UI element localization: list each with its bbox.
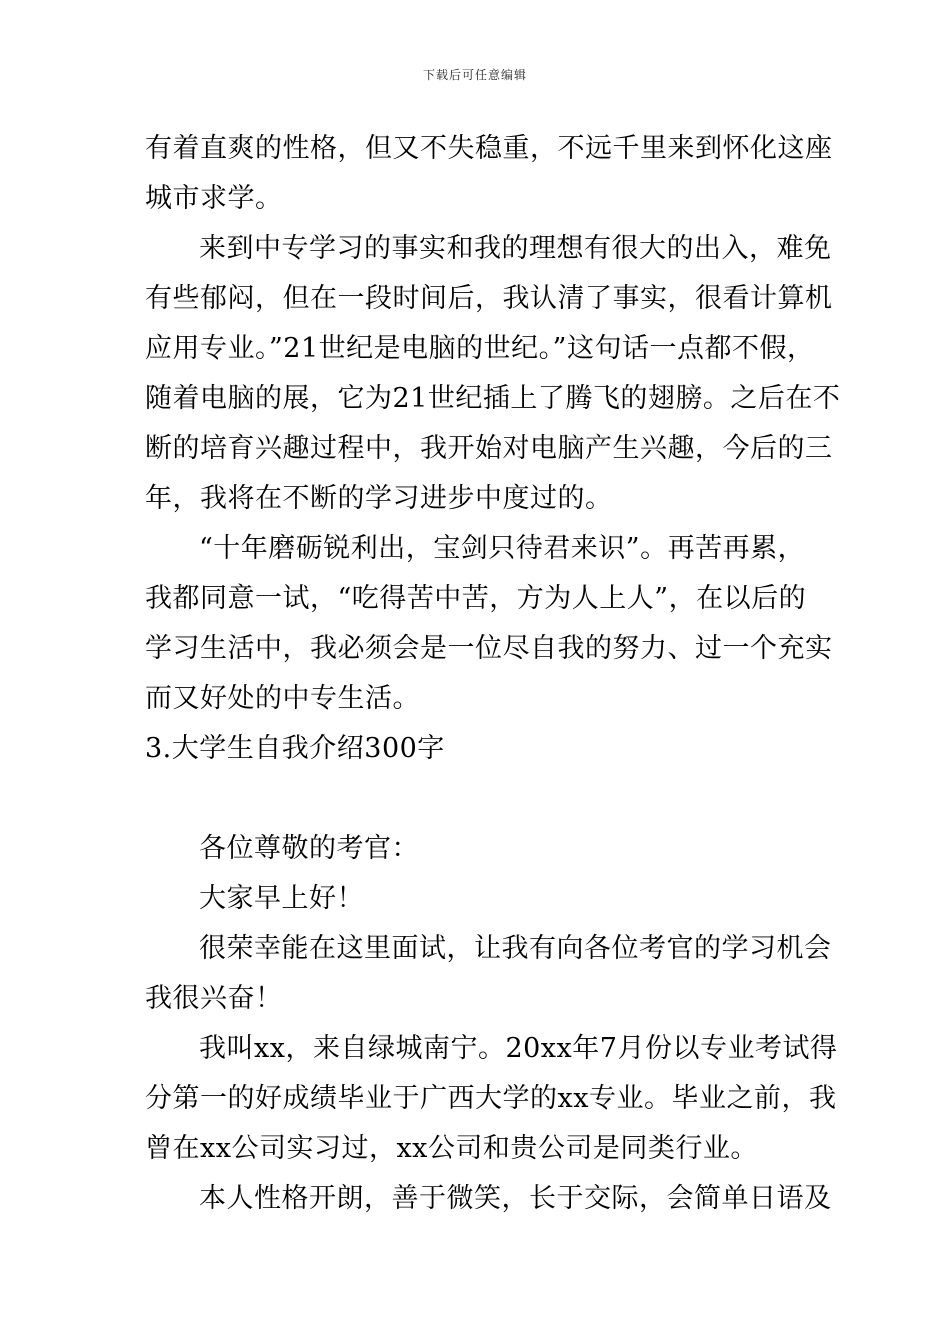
text-line: “十年磨砺锐利出，宝剑只待君来识”。再苦再累， <box>199 533 806 564</box>
text-line: 年，我将在不断的学习进步中度过的。 <box>145 483 613 514</box>
section-heading: 3.大学生自我介绍300字 <box>145 733 445 764</box>
spacer <box>145 774 815 824</box>
text-line: 城市求学。 <box>145 183 283 214</box>
text-line: 有些郁闷，但在一段时间后，我认清了事实，很看计算机 <box>145 283 833 314</box>
text-line: 本人性格开朗，善于微笑，长于交际，会简单日语及 <box>199 1183 832 1214</box>
paragraph-1 <box>145 124 833 224</box>
paragraph-5 <box>145 1024 838 1174</box>
text-line: 而又好处的中专生活。 <box>145 683 420 714</box>
text-line: 来到中专学习的事实和我的理想有很大的出入，难免 <box>199 233 832 264</box>
text-line: 各位尊敬的考官： <box>199 833 419 864</box>
text-line: 随着电脑的展，它为21世纪插上了腾飞的翅膀。之后在不 <box>145 383 841 414</box>
text-line: 我都同意一试，“吃得苦中苦，方为人上人”，在以后的 <box>145 583 807 614</box>
text-line: 很荣幸能在这里面试，让我有向各位考官的学习机会 <box>199 933 832 964</box>
page-header-note: 下载后可任意编辑 <box>422 68 527 82</box>
text-line: 断的培育兴趣过程中，我开始对电脑产生兴趣，今后的三 <box>145 433 833 464</box>
text-line: 大家早上好！ <box>199 883 364 914</box>
paragraph-3 <box>145 524 833 724</box>
text-line: 有着直爽的性格，但又不失稳重，不远千里来到怀化这座 <box>145 133 833 164</box>
paragraph-4 <box>145 924 832 1024</box>
text-line: 我叫xx，来自绿城南宁。20xx年7月份以专业考试得 <box>199 1033 838 1064</box>
salutation <box>145 874 815 924</box>
text-line: 我很兴奋！ <box>145 983 283 1014</box>
paragraph-6 <box>145 1174 832 1224</box>
text-line: 应用专业。”21世纪是电脑的世纪。”这句话一点都不假， <box>145 333 815 364</box>
greeting <box>145 824 815 874</box>
document-body <box>145 124 841 1224</box>
text-line: 分第一的好成绩毕业于广西大学的xx专业。毕业之前，我 <box>145 1083 837 1114</box>
text-line: 曾在xx公司实习过，xx公司和贵公司是同类行业。 <box>145 1133 758 1164</box>
text-line: 学习生活中，我必须会是一位尽自我的努力、过一个充实 <box>145 633 833 664</box>
paragraph-2 <box>145 224 841 524</box>
